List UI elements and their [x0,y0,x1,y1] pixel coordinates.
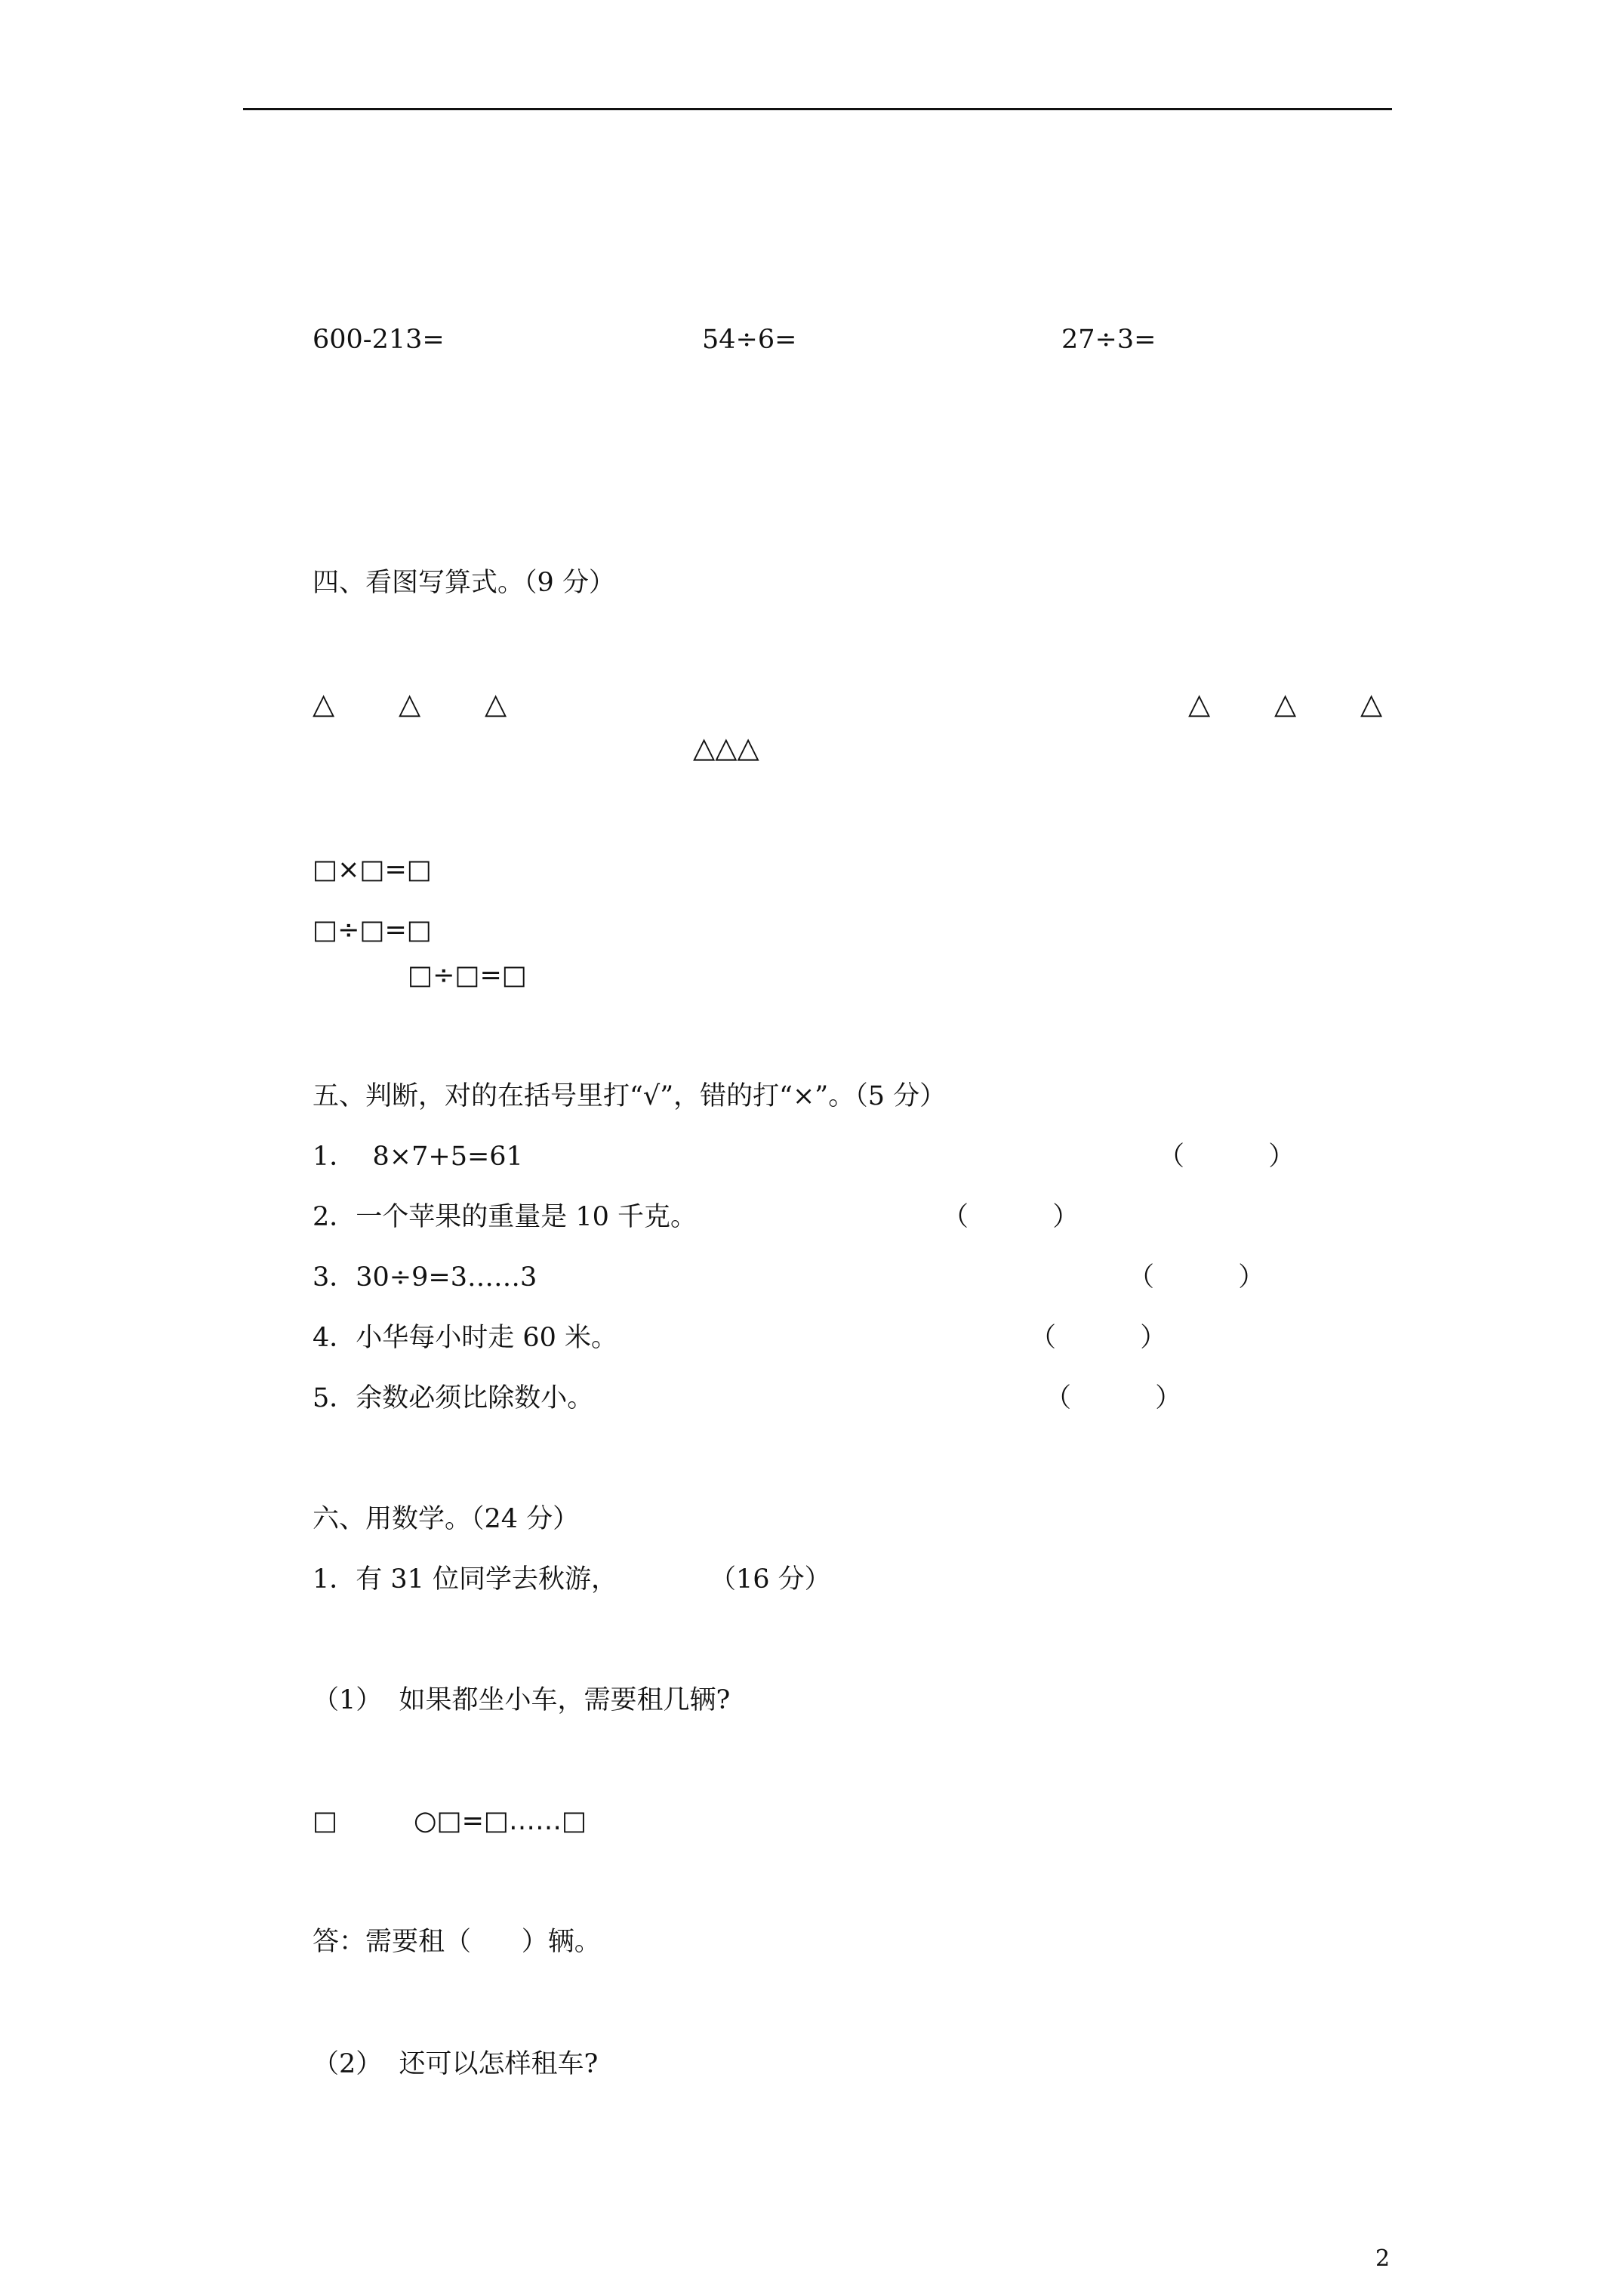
triangle-icon: △ [1274,687,1297,720]
question-1: 1．有 31 位同学去秋游， [313,1564,618,1595]
calc-expression-1: 600-213= [313,325,445,355]
answer-box[interactable]: □ [313,1806,338,1836]
judge-item-3: 3．30÷9=3……3 [313,1262,537,1293]
formula-multiply: □×□=□ [313,855,432,885]
sub-question-2: （2） 还可以怎样租车? [313,2049,599,2079]
section5-title: 五、判断，对的在括号里打“√”，错的打“×”。（5 分） [313,1081,947,1111]
judge-bracket-3[interactable]: （ ） [1128,1262,1265,1293]
calc-expression-2: 54÷6= [702,325,797,355]
section6-title: 六、用数学。（24 分） [313,1504,580,1534]
judge-bracket-5[interactable]: （ ） [1045,1383,1182,1413]
judge-item-4: 4．小华每小时走 60 米。 [313,1323,618,1353]
triangle-icon: △ [399,687,421,720]
formula-divide-2: □÷□=□ [408,960,527,991]
question-1-points: （16 分） [710,1564,831,1595]
formula-divide-1: □÷□=□ [313,915,432,945]
triangle-icon: △ [313,687,335,720]
judge-bracket-1[interactable]: （ ） [1158,1142,1295,1172]
judge-item-5: 5．余数必须比除数小。 [313,1383,594,1413]
judge-item-2: 2．一个苹果的重量是 10 千克。 [313,1202,698,1232]
triangle-icon: △ [1188,687,1211,720]
triangle-icon: △ [485,687,507,720]
judge-item-1: 1． 8×7+5=61 [313,1142,523,1172]
division-equation: ○□=□……□ [414,1806,587,1836]
judge-bracket-4[interactable]: （ ） [1030,1323,1167,1353]
sub-question-1: （1） 如果都坐小车，需要租几辆? [313,1685,731,1715]
triangle-icon: △ [1360,687,1383,720]
judge-bracket-2[interactable]: （ ） [942,1202,1079,1232]
calc-expression-3: 27÷3= [1061,325,1156,355]
header-rule [243,108,1392,110]
triangle-group-icon: △△△ [693,731,759,764]
section4-title: 四、看图写算式。（9 分） [313,568,615,598]
answer-line: 答：需要租（ ）辆。 [313,1927,601,1957]
page-number: 2 [1375,2245,1390,2272]
